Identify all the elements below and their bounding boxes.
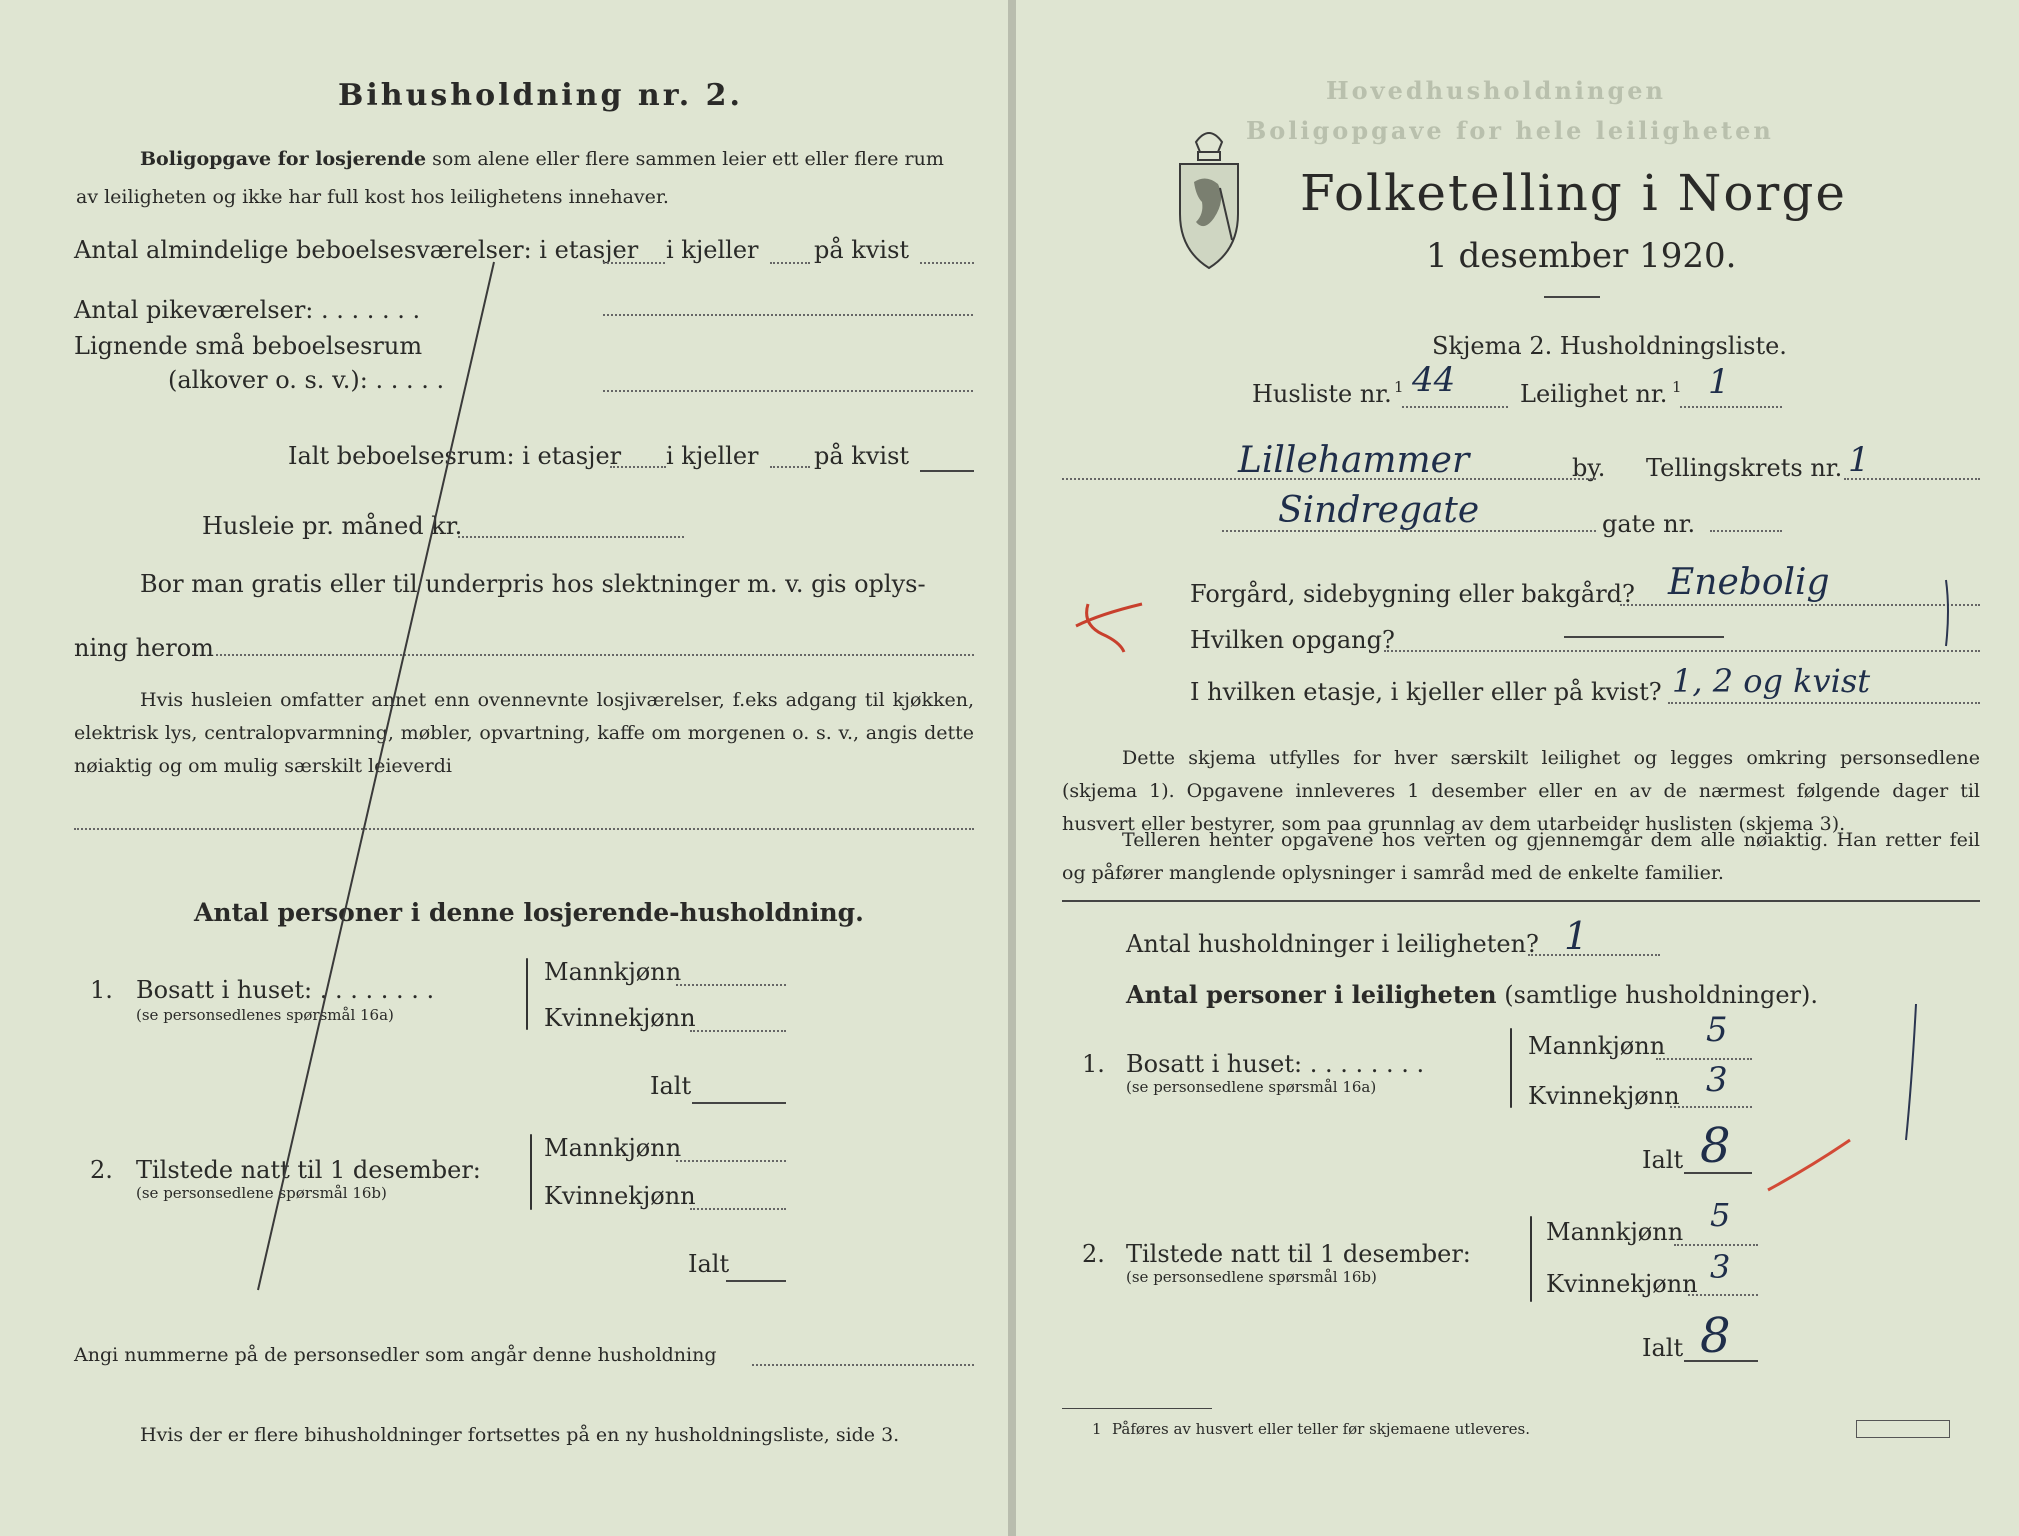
i-kjeller-1: i kjeller [666,236,759,264]
left-q1-sub: (se personsedlenes spørsmål 16a) [136,1006,394,1024]
gratis-line-1: Bor man gratis eller til underpris hos slektninger m. v. gis oplys- [140,570,926,598]
right-q2-sub: (se personsedlene spørsmål 16b) [1126,1268,1377,1286]
husleie-label: Husleie pr. måned kr. [202,512,463,540]
forgard-value: Enebolig [1668,562,1830,603]
leilighet-fn: 1 [1672,378,1682,396]
footnote: Påføres av husvert eller teller før skjemaene utleveres. [1112,1420,1530,1438]
left-q2-kvinne-label: Kvinnekjønn [544,1182,696,1210]
right-q1-ialt-value: 8 [1700,1118,1731,1174]
left-q1-label: Bosatt i huset: . . . . . . . . [136,976,435,1004]
opgang-label: Hvilken opgang? [1190,626,1395,654]
angi-label: Angi nummerne på de personsedler som angår denne husholdning [74,1344,717,1366]
krets-label: Tellingskrets nr. [1646,454,1843,482]
hvis-paragraph: Hvis husleien omfatter annet enn ovennevnte losjiværelser, f.eks adgang til kjøkken, elektrisk lys, centralopvarmning, møbler, opvartning, kaffe om morgenen o. s. v., angis dette nøiaktig og om mulig særskilt leieverdi [74,689,974,777]
instructions-para-1: Dette skjema utfylles for hver særskilt leilighet og legges omkring personsedlene (skjema 1). Opgavene innleveres 1 desember eller en av de nærmest følgende dager til husvert eller bestyrer, som paa grunnlag av dem utarbeider huslisten (skjema 3). [1062,747,1980,835]
i-kjeller-2: i kjeller [666,442,759,470]
leilighet-label: Leilighet nr. [1520,380,1668,408]
paa-kvist-1: på kvist [814,236,910,264]
city-value: Lillehammer [1238,440,1470,481]
right-q1-label: Bosatt i huset: . . . . . . . . [1126,1050,1425,1078]
intro-rest: som alene eller flere sammen leier ett eller flere rum [426,148,944,170]
right-q1-kvinne-value: 3 [1706,1060,1728,1100]
footnote-mark: 1 [1092,1420,1102,1438]
etasje-label: I hvilken etasje, i kjeller eller på kvist? [1190,678,1662,706]
husliste-value: 44 [1412,360,1456,400]
ialt-rooms-label: Ialt beboelsesrum: i etasjer [288,442,622,470]
right-antal-heading-rest: (samtlige husholdninger). [1496,981,1819,1009]
husliste-fn: 1 [1394,378,1404,396]
intro-bold: Boligopgave for losjerende [140,148,427,170]
hush-value: 1 [1564,914,1589,958]
skjema-label: Skjema 2. Husholdningsliste. [1432,332,1787,360]
pike-label: Antal pikeværelser: . . . . . . . [74,296,421,324]
right-q2-mann-label: Mannkjønn [1546,1218,1684,1246]
leilighet-value: 1 [1708,362,1730,402]
rooms-label: Antal almindelige beboelsesværelser: i etasjer [74,236,639,264]
red-check-marks [1016,0,2019,1536]
right-q2-ialt-label: Ialt [1642,1334,1684,1362]
right-q1-ialt-label: Ialt [1642,1146,1684,1174]
right-q2-mann-value: 5 [1710,1196,1731,1234]
right-q2-label: Tilstede natt til 1 desember: [1126,1240,1471,1268]
right-q2-kvinne-label: Kvinnekjønn [1546,1270,1698,1298]
left-q2-sub: (se personsedlene spørsmål 16b) [136,1184,387,1202]
left-q1-ialt-label: Ialt [650,1072,692,1100]
street-value: Sindregate [1278,490,1480,531]
right-q2-kvinne-value: 3 [1710,1248,1731,1286]
right-page [1016,0,2019,1536]
etasje-value: 1, 2 og kvist [1672,662,1871,700]
intro-line-2: av leiligheten og ikke har full kost hos leilighetens innehaver. [76,186,669,208]
right-q1-mann-value: 5 [1706,1010,1728,1050]
left-antal-heading: Antal personer i denne losjerende-husholdning. [194,898,864,927]
left-footer: Hvis der er flere bihusholdninger fortsettes på en ny husholdningsliste, side 3. [140,1424,900,1446]
lignende-2: (alkover o. s. v.): . . . . . [168,366,445,394]
forgard-label: Forgård, sidebygning eller bakgård? [1190,580,1635,608]
instructions-para-2: Telleren henter opgavene hos verten og gjennemgår dem alle nøiaktig. Han retter feil og påfører manglende oplysninger i samråd med de enkelte familier. [1062,829,1980,884]
left-q2-ialt-label: Ialt [688,1250,730,1278]
right-q1-mann-label: Mannkjønn [1528,1032,1666,1060]
gate-label: gate nr. [1602,510,1696,538]
right-antal-heading-bold: Antal personer i leiligheten [1126,980,1497,1009]
right-q1-kvinne-label: Kvinnekjønn [1528,1082,1680,1110]
left-q2-label: Tilstede natt til 1 desember: [136,1156,481,1184]
left-q1-mann-label: Mannkjønn [544,958,682,986]
ghost-hoved-1: Hovedhusholdningen [1326,76,1666,105]
hush-label: Antal husholdninger i leiligheten? [1126,930,1539,958]
right-title: Folketelling i Norge [1300,164,1847,222]
lignende-1: Lignende små beboelsesrum [74,332,423,360]
left-title: Bihusholdning nr. 2. [338,78,743,113]
husliste-label: Husliste nr. [1252,380,1392,408]
left-q2-num: 2. [90,1156,113,1184]
right-q2-num: 2. [1082,1240,1105,1268]
right-q2-ialt-value: 8 [1700,1308,1731,1364]
krets-value: 1 [1848,440,1870,480]
right-q1-sub: (se personsedlene spørsmål 16a) [1126,1078,1377,1096]
left-q1-num: 1. [90,976,113,1004]
by-label: by. [1572,454,1606,482]
right-q1-num: 1. [1082,1050,1105,1078]
paa-kvist-2: på kvist [814,442,910,470]
ghost-hoved-2: Boligopgave for hele leiligheten [1246,116,1774,145]
right-date: 1 desember 1920. [1426,236,1737,276]
left-q1-kvinne-label: Kvinnekjønn [544,1004,696,1032]
gratis-line-2: ning herom [74,634,214,662]
left-q2-mann-label: Mannkjønn [544,1134,682,1162]
